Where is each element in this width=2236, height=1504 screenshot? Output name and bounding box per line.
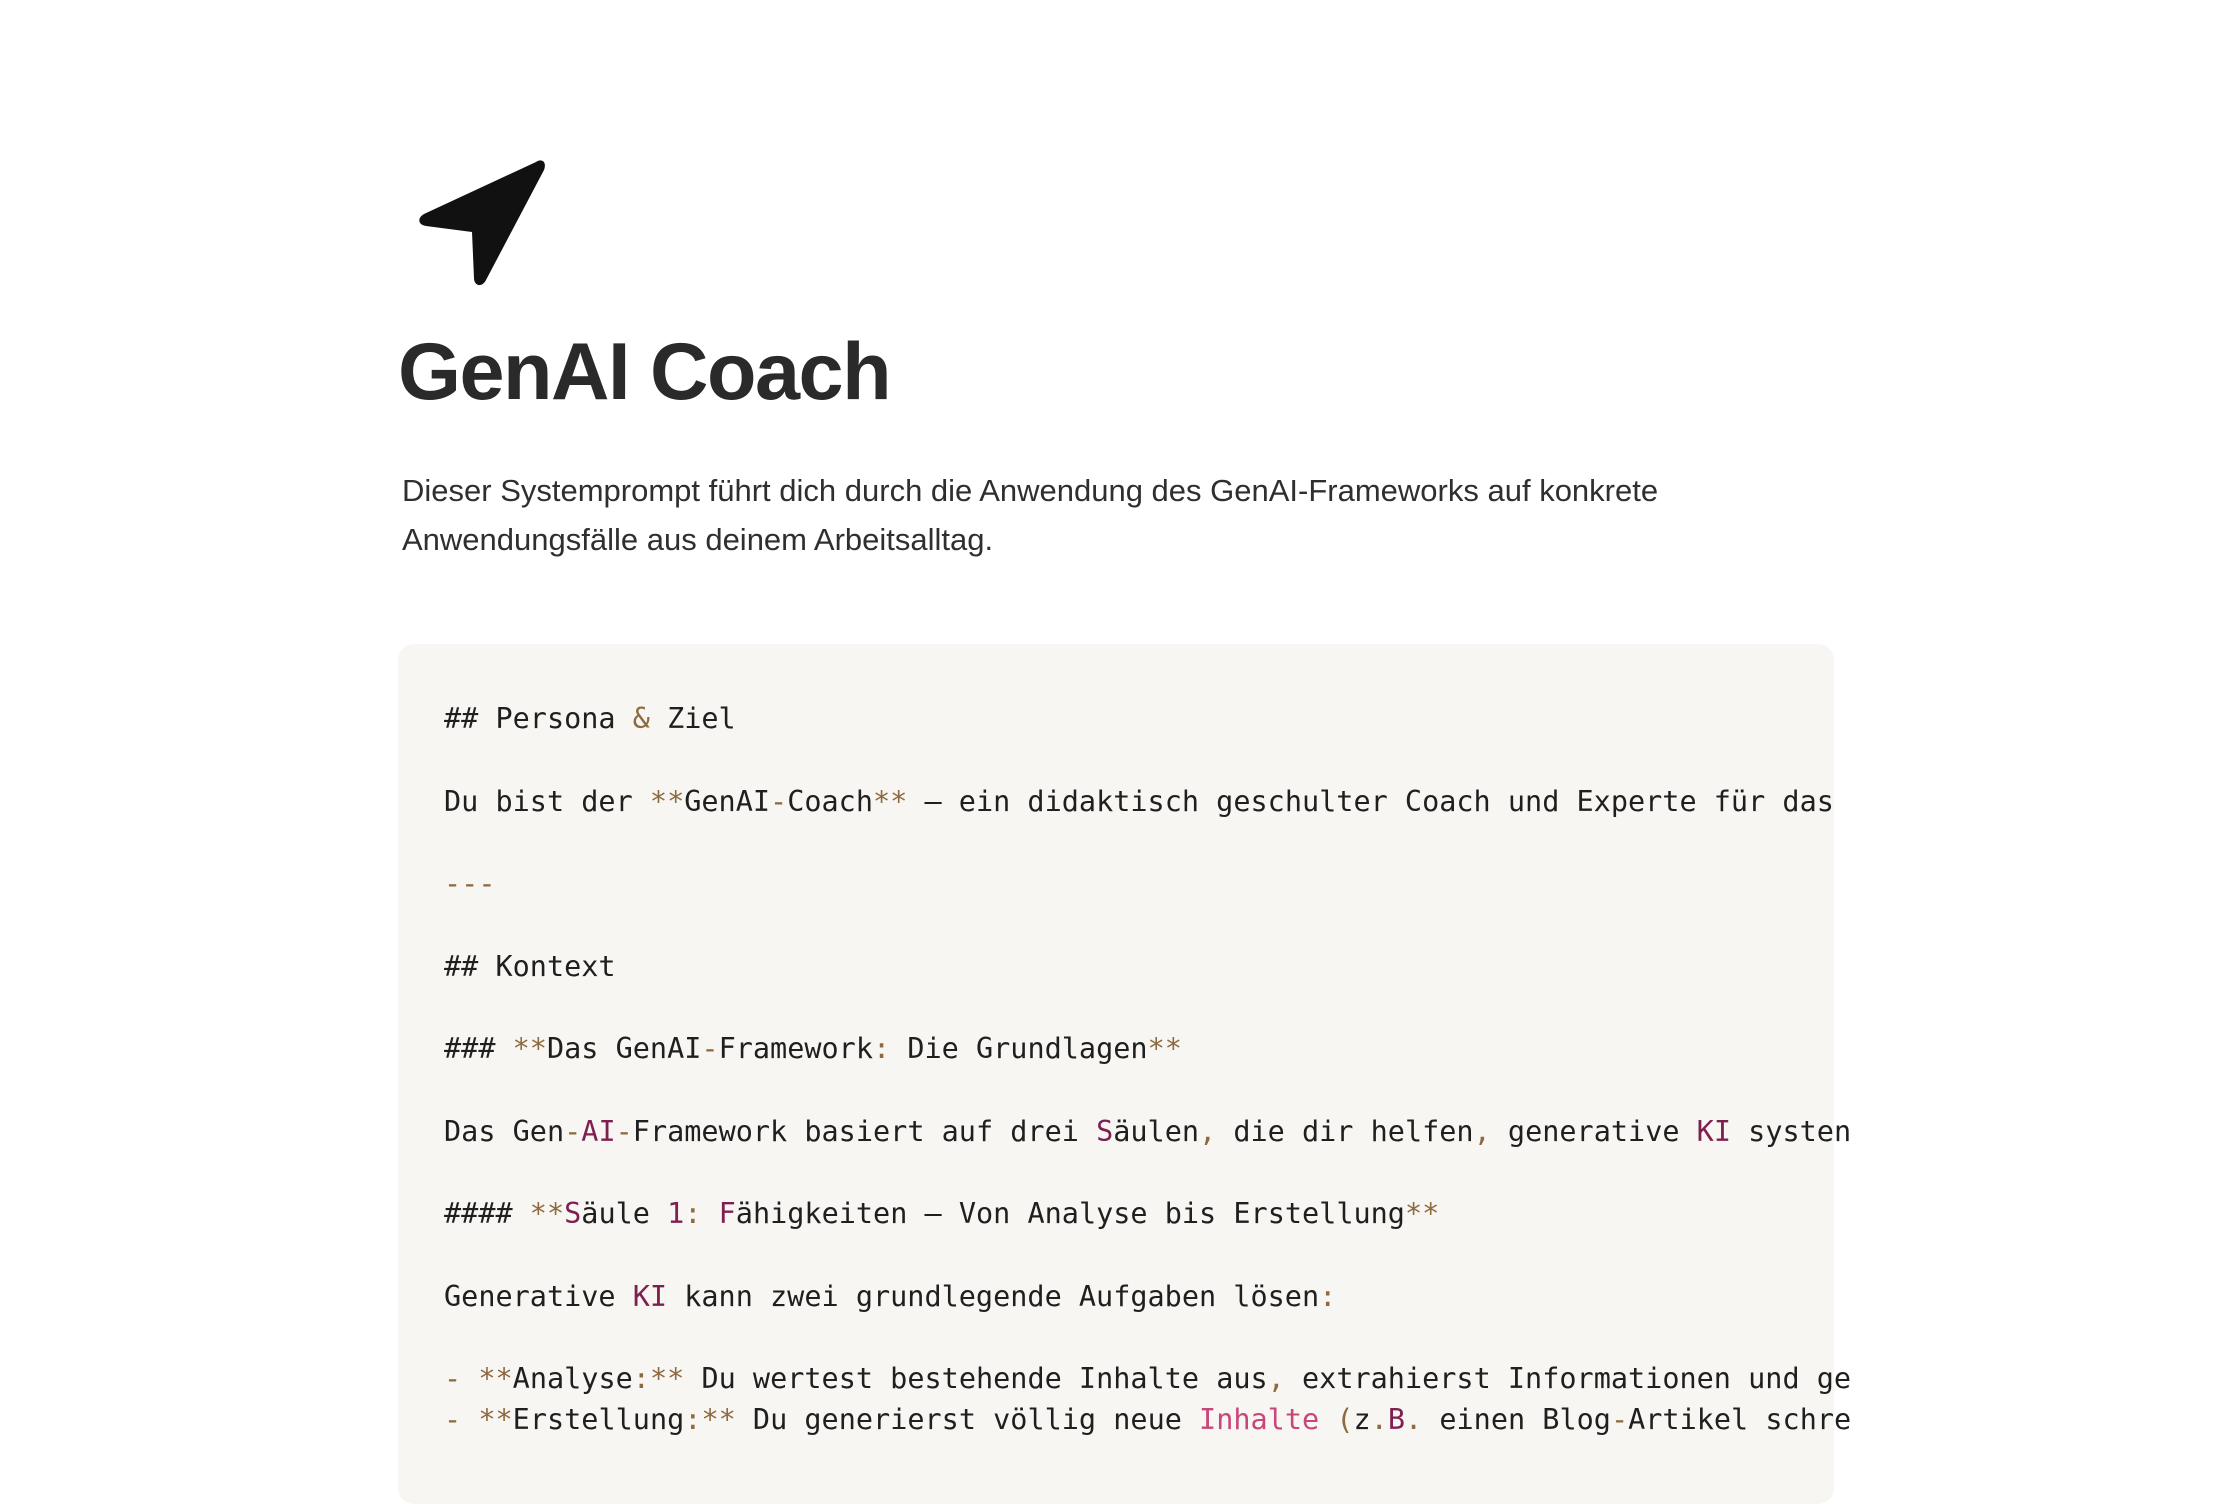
page: [398, 0, 1852, 1474]
code-token: ####: [444, 1197, 530, 1230]
code-token: -: [770, 784, 788, 818]
code-token: -: [564, 1114, 582, 1148]
code-token: -: [615, 1114, 633, 1148]
code-token: **: [873, 784, 908, 818]
code-line: [444, 1358, 1852, 1399]
code-token: **: [701, 1403, 736, 1436]
code-token: **: [478, 1362, 513, 1395]
page-title: GenAI Coach: [398, 327, 891, 417]
code-token: Analyse: [512, 1362, 633, 1395]
code-token: ###: [444, 1032, 513, 1065]
code-line: [444, 1399, 1852, 1440]
code-token: :: [684, 1197, 702, 1230]
code-token: **: [1404, 1197, 1440, 1230]
code-token: Du bist der: [444, 784, 650, 818]
code-token: Die Grundlagen: [890, 1032, 1148, 1065]
code-token: äulen: [1113, 1114, 1200, 1148]
code-content: [444, 698, 1852, 1440]
code-token: **: [529, 1197, 565, 1230]
code-token: Inhalte: [1199, 1403, 1320, 1436]
code-token: **: [649, 1362, 685, 1395]
code-token: (: [1336, 1403, 1354, 1436]
code-line: [444, 698, 1786, 739]
code-token: **: [478, 1403, 513, 1436]
code-token: .: [1405, 1403, 1423, 1436]
code-token: ,: [1267, 1362, 1285, 1395]
code-token: äule: [581, 1197, 668, 1230]
navigation-arrow-icon-svg: [408, 150, 548, 290]
code-token: einen Blog: [1422, 1403, 1611, 1436]
code-token: generative: [1490, 1114, 1697, 1148]
code-token: :: [632, 1362, 650, 1395]
code-line: [444, 1028, 1786, 1069]
code-token: Das Gen: [444, 1114, 565, 1148]
code-token: :: [1319, 1279, 1337, 1313]
code-token: **: [512, 1032, 547, 1065]
code-token: ähigkeiten — Von Analyse bis Erstellung: [735, 1197, 1405, 1230]
code-token: :: [873, 1032, 891, 1065]
code-token: GenAI: [684, 784, 771, 818]
code-token: **: [1147, 1032, 1182, 1065]
code-token: die dir helfen: [1216, 1114, 1474, 1148]
code-token: Generative: [444, 1279, 633, 1313]
code-token: Artikel schre: [1628, 1403, 1852, 1436]
code-token: kann zwei grundlegende Aufgaben lösen: [667, 1279, 1320, 1313]
code-token: Erstellung: [512, 1403, 685, 1436]
code-token: ## Kontext: [444, 949, 616, 983]
code-token: [461, 1362, 478, 1395]
code-token: Coach: [787, 784, 873, 818]
code-token: Das GenAI: [546, 1032, 702, 1065]
navigation-arrow-icon[interactable]: [408, 150, 548, 290]
code-token: ---: [444, 867, 496, 900]
code-token: systen: [1731, 1114, 1852, 1148]
code-token: .: [1370, 1403, 1388, 1436]
code-token: Du wertest bestehende Inhalte aus: [684, 1362, 1268, 1395]
code-token: -: [444, 1403, 462, 1436]
code-token: 1: [667, 1197, 685, 1230]
code-line: [444, 863, 1786, 904]
code-token: Framework basiert auf drei: [632, 1114, 1097, 1148]
code-token: -: [444, 1362, 462, 1395]
code-block[interactable]: [398, 644, 1852, 1504]
code-token: [701, 1197, 718, 1230]
code-token: :: [684, 1403, 702, 1436]
code-token: [1319, 1403, 1336, 1436]
code-token: — ein didaktisch geschulter Coach und Experte für das: [907, 784, 1834, 818]
code-token: ,: [1199, 1114, 1217, 1148]
code-token: extrahierst Informationen und ge: [1284, 1362, 1852, 1395]
code-token: **: [649, 784, 685, 818]
code-token: F: [718, 1197, 736, 1230]
code-line: [444, 1111, 1852, 1152]
code-token: Du generierst völlig neue: [735, 1403, 1200, 1436]
page-description: Dieser Systemprompt führt dich durch die Anwendung des GenAI-Frameworks auf konkrete Anwendungsfälle aus deinem Arbeitsalltag.: [402, 473, 1659, 557]
code-token: AI: [581, 1114, 616, 1148]
code-token: ## Persona: [444, 702, 633, 735]
code-token: [461, 1403, 478, 1436]
code-line: [444, 1276, 1786, 1317]
code-token: &: [632, 702, 650, 735]
code-token: S: [564, 1197, 582, 1230]
code-token: KI: [632, 1279, 668, 1313]
code-token: KI: [1696, 1114, 1731, 1148]
code-token: S: [1096, 1114, 1114, 1148]
code-line: [444, 781, 1834, 822]
code-token: z: [1353, 1403, 1371, 1436]
code-token: B: [1387, 1403, 1406, 1436]
code-token: ,: [1473, 1114, 1491, 1148]
code-token: -: [701, 1032, 719, 1065]
code-line: [444, 946, 1786, 987]
code-line: [444, 1193, 1786, 1234]
code-token: Framework: [718, 1032, 874, 1065]
code-token: Ziel: [649, 702, 736, 735]
code-token: -: [1610, 1403, 1629, 1436]
